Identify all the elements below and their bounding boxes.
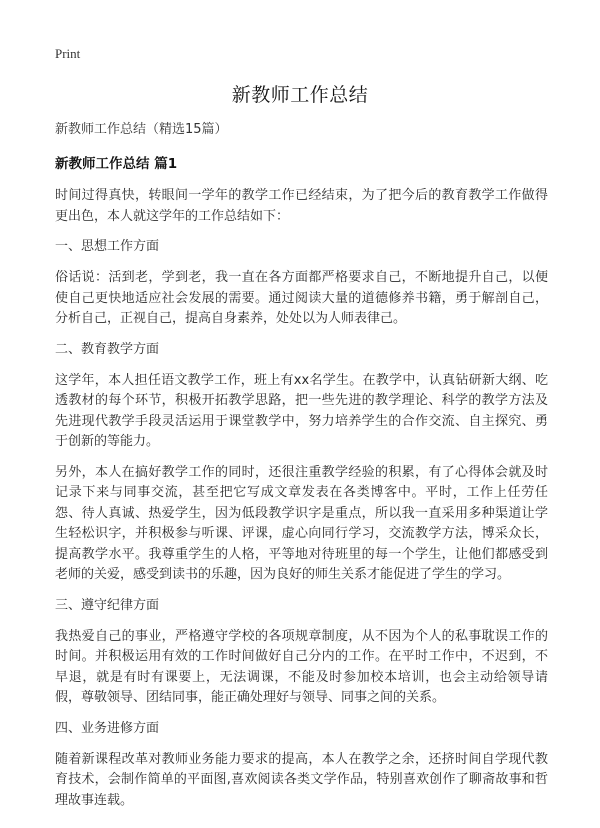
document-title: 新教师工作总结 xyxy=(231,84,369,106)
paragraph-teaching-1: 这学年，本人担任语文教学工作，班上有xx名学生。在教学中，认真钻研新大纲、吃透教材的每个环节，积极开拓教学思路，把一些先进的教学理论、科学的教学方法及先进现代教学手段灵活运用于课堂教学中，努力培养学生的合作交流、自主探究、勇于创新的等能力。 xyxy=(55,372,548,449)
section-heading-study: 四、业务进修方面 xyxy=(55,720,160,736)
paragraph-teaching-2: 另外，本人在搞好教学工作的同时，还很注重教学经验的积累，有了心得体会就及时记录下来与同事交流，甚至把它写成文章发表在各类博客中。平时，工作上任劳任怨、待人真诚、热爱学生，因为低段教学识字是重点，所以我一直采用多种渠道让学生轻松识字，并积极参与听课、评课，虚心向同行学习，交流教学方法，博采众长，提高教学水平。我尊重学生的人格，平等地对待班里的每一个学生，让他们都感受到老师的关爱，感受到读书的乐趣，因为良好的师生关系才能促进了学生的学习。 xyxy=(55,464,548,582)
paragraph-study: 随着新课程改革对教师业务能力要求的提高，本人在教学之余，还挤时间自学现代教育技术，会制作简单的平面图,喜欢阅读各类文学作品，特别喜欢创作了聊斋故事和哲理故事连载。 xyxy=(55,751,548,808)
paragraph-intro: 时间过得真快，转眼间一学年的教学工作已经结束，为了把今后的教育教学工作做得更出色，本人就这学年的工作总结如下： xyxy=(55,188,548,224)
section-heading-teaching: 二、教育教学方面 xyxy=(55,341,160,357)
document-body xyxy=(55,120,548,821)
document-subtitle: 新教师工作总结（精选15篇） xyxy=(55,122,228,137)
section-heading-thought: 一、思想工作方面 xyxy=(55,239,160,254)
section-heading-discipline: 三、遵守纪律方面 xyxy=(55,597,160,613)
paragraph-discipline: 我热爱自己的事业，严格遵守学校的各项规章制度，从不因为个人的私事耽误工作的时间。并积极运用有效的工作时间做好自己分内的工作。在平时工作中，不迟到，不早退，就是有时有课要上，无法调课，不能及时参加校本培训，也会主动给领导请假，尊敬领导、团结同事，能正确处理好与领导、同事之间的关系。 xyxy=(55,628,548,705)
paragraph-thought: 俗话说：活到老，学到老，我一直在各方面都严格要求自己，不断地提升自己，以便使自己更快地适应社会发展的需要。通过阅读大量的道德修养书籍，勇于解剖自己，分析自己，正视自己，提高自身素养，处处以为人师表律己。 xyxy=(55,270,548,326)
article-heading: 新教师工作总结 篇1 xyxy=(55,156,178,172)
print-link[interactable]: Print xyxy=(55,46,81,61)
